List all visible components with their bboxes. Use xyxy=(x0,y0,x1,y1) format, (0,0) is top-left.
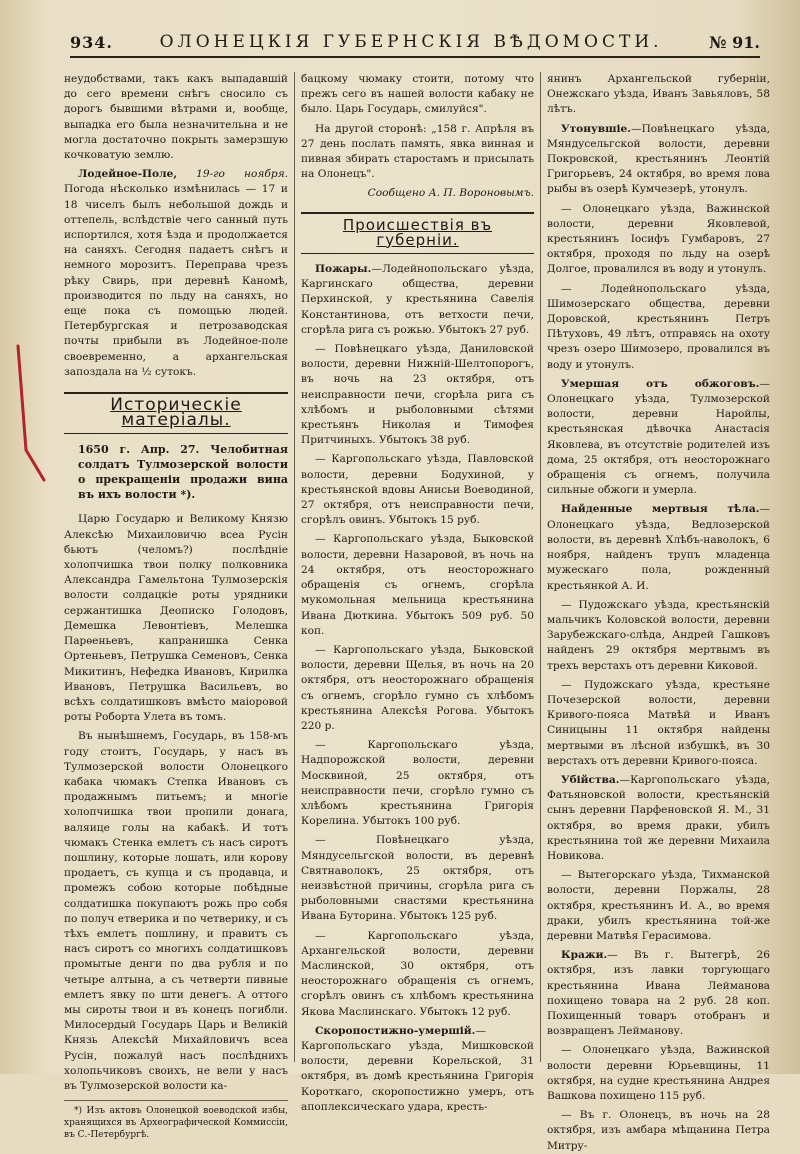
attribution-label: Сообщено xyxy=(367,187,426,200)
attribution-name: А. П. Вороновымъ. xyxy=(428,187,534,200)
news-item xyxy=(547,773,770,864)
news-item xyxy=(301,1024,534,1115)
paragraph: бацкому чюмаку стоити, потому что прежъ сего въ нашей волости кабаку не было. Царь Государь, смилуйся". xyxy=(301,73,534,116)
news-item: — Вытегорскаго уѣзда, Тихманской волости, деревни Поржалы, 28 октября, крестьянинъ И. А., во время драки, убилъ крестьянина той-же деревни Матвѣя Герасимова. xyxy=(547,869,770,942)
section-title-incidents: Происшествія въ губерніи. xyxy=(301,212,534,254)
pencil-check-mark xyxy=(14,340,48,490)
document-title: 1650 г. Апр. 27. Челобитная солдатъ Тулмозерской волости о прекращеніи продажи вина въ ихъ волости *). xyxy=(78,443,288,502)
news-item: — Каргопольскаго уѣзда, Быковской волости, деревни Щелья, въ ночь на 20 октября, отъ неосторожнаго обращенія съ огнемъ, сгорѣло гумно съ хлѣбомъ крестьянина Алексѣя Рогова. Убытокъ 220 р. xyxy=(301,643,534,732)
item-lead: Скоропостижно-умершій. xyxy=(315,1024,476,1037)
item-text: —Лодейнопольскаго уѣзда, Каргинскаго общества, деревни Перхинской, у крестьянина Савелія Константинова, отъ ветхости печи, сгорѣла рига съ рожью. Убытокъ 27 руб. xyxy=(301,263,534,336)
place-lead: Лодейное-Поле, xyxy=(78,168,178,181)
newspaper-title: ОЛОНЕЦКІЯ ГУБЕРНСКІЯ ВѢДОМОСТИ. xyxy=(159,32,663,52)
news-item: — Повѣнецкаго уѣзда, Даниловской волости, деревни Нижній-Шелтопорогъ, въ ночь на 23 октября, отъ неисправности печи, сгорѣла рига съ хлѣбомъ и рыболовными сѣтями крестьянъ Николая и Тимофея Притчиныхъ. Убытокъ 38 руб. xyxy=(301,343,534,447)
footnote: *) Изъ актовъ Олонецкой воеводской избы, хранящихся въ Археографической Коммиссіи, въ С.-Петербургѣ. xyxy=(64,1100,288,1141)
news-item: — Каргопольскаго уѣзда, Надпорожской волости, деревни Москвиной, 25 октября, отъ неисправности печи, сгорѣло гумно съ хлѣбомъ крестьянина Григорія Корелина. Убытокъ 100 руб. xyxy=(301,739,534,828)
news-item xyxy=(547,122,770,198)
attribution xyxy=(301,186,534,201)
item-lead: Найденные мертвыя тѣла. xyxy=(561,503,760,516)
news-item: — Олонецкаго уѣзда, Важинской волости, деревни Яковлевой, крестьянинъ Іосифъ Гумбаровъ, 27 октября, проходя по льду на озерѣ Долгое, провалился въ воду и утонулъ. xyxy=(547,202,770,276)
date-lead: 19-го ноября. xyxy=(196,168,288,181)
section-title-historical: Историческіе матеріалы. xyxy=(64,392,288,434)
item-lead: Убійства. xyxy=(561,773,620,786)
paragraph: неудобствами, такъ какъ выпадавшій до сего времени снѣгъ сносило съ дорогъ бывшими вѣтрами и, вообще, выпадка его была незначительна и не могла достаточно покрыть замерзшую кочковатую землю. xyxy=(64,73,288,162)
news-item xyxy=(547,502,770,593)
item-lead: Утонувшіе. xyxy=(561,122,631,135)
paragraph-text: Погода нѣсколько измѣнилась — 17 и 18 чиселъ былъ небольшой дождь и оттепель, вслѣдствіе чего санный путь испортился, хотя ѣзда и продолжается на саняхъ. Сегодня падаетъ снѣгъ и немного морозитъ. Переправа чрезъ рѣку Свирь, при деревнѣ Каномѣ, производится по льду на саняхъ, но еще пока съ помощью людей. Петербургская и петрозаводская почты прибыли въ Лодейное-поле своевременно, а архангельская запоздала на ½ сутокъ. xyxy=(64,183,288,378)
column-1 xyxy=(58,72,294,1141)
column-3 xyxy=(540,72,776,1152)
issue-number: № 91. xyxy=(709,33,760,52)
item-lead: Кражи. xyxy=(561,949,608,962)
news-item: — Каргопольскаго уѣзда, Архангельской волости, деревни Маслинской, 30 октября, отъ неосторожнаго обращенія съ огнемъ, сгорѣлъ овинъ съ хлѣбомъ крестьянина Якова Маслинскаго. Убытокъ 12 руб. xyxy=(301,929,534,1018)
item-text: — Въ г. Вытегрѣ, 26 октября, изъ лавки торгующаго крестьянина Ивана Лейманова похищено товара на 2 руб. 28 коп. Похищенный товаръ отобранъ и возвращенъ Лейманову. xyxy=(547,949,770,1038)
paragraph: На другой сторонѣ: „158 г. Апрѣля въ 27 день послать память, явка винная и пивная збирать старостамъ и присылать на Олонецъ". xyxy=(301,122,534,181)
page-header xyxy=(70,28,760,58)
news-item xyxy=(301,262,534,338)
item-text: —Каргопольскаго уѣзда, Фатьяновской волости, крестьянскій сынъ деревни Парфеновской Я. М., 31 октября, во время драки, убилъ крестьянина той же деревни Михаила Новикова. xyxy=(547,773,770,862)
columns xyxy=(58,72,776,1152)
news-item: — Каргопольскаго уѣзда, Павловской волости, деревни Бодухиной, у крестьянской вдовы Анисьи Воеводиной, 27 октября, отъ неисправности печи, сгорѣлъ овинъ. Убытокъ 15 руб. xyxy=(301,453,534,527)
paragraph: Въ нынѣшнемъ, Государь, въ 158-мъ году стоитъ, Государь, у насъ въ Тулмозерской волости Олонецкого кабака чюмакъ Степка Ивановъ съ продажнымъ питьемъ; и многіе холопчишка твои пропили донага, валяице голы на кабакѣ. И тотъ чюмакъ Стенка емлетъ съ насъ сиротъ пошлину, которые лошать, или корову продаетъ, съ купца и съ продавца, и промежъ собою которые побѣдные солдатишка покупаютъ рожь про собя по получ етверика и по четверику, и съ тѣхъ емлетъ пошлину, и правитъ съ насъ сиротъ со многихъ солдатишковъ промытые денги по два рубля и по четыре алтына, а съ четверти пивные емлетъ явку по шти денегъ. А оттого мы сироты твои и въ конецъ погибли. Милосердый Государь Царь и Великій Князь Алексѣй Михайловичъ всеа Русін, пожалуй насъ послѣднихъ холопьчиковъ своихъ, не вели у насъ въ Тулмозерской волости ка- xyxy=(64,730,288,1092)
news-item: — Олонецкаго уѣзда, Важинской волости деревни Юрьевщины, 11 октября, на судне крестьянина Андрея Вашкова похищено 115 руб. xyxy=(547,1044,770,1102)
paragraph: Царю Государю и Великому Князю Алексѣю Михаиловичю всеа Русін бьютъ (челомъ?) послѣдніе холопчишка твои полку полковника Александра Гамельтона Тулмозерскія волости солдацкіе роты урядники сержантишка Деописко Голодовъ, Демешка Левонтіевъ, Мелешка Парѳеньевъ, капранишка Сенка Ортеньевъ, Петрушка Семеновъ, Сенка Микитинъ, Нефедка Ивановъ, Кирилка Ивановъ, Петрушка Васильевъ, во всѣхъ солдатишковъ вмѣсто маіоровой роты Роборта Улета въ томъ. xyxy=(64,513,288,724)
news-item xyxy=(547,377,770,499)
item-text: —Олонецкаго уѣзда, Тулмозерской волости, деревни Наройлы, крестьянская дѣвочка Анастасія Яковлева, въ отсутствіе родителей изъ дома, 25 октября, отъ неосторожнаго обращенія съ огнемъ, получила сильные обжоги и умерла. xyxy=(547,377,770,497)
paragraph xyxy=(64,167,288,380)
paragraph: янинъ Архангельской губерніи, Онежскаго уѣзда, Иванъ Завьяловъ, 58 лѣтъ. xyxy=(547,73,770,116)
item-text: —Каргопольскаго уѣзда, Мишковской волости, деревни Корельской, 31 октября, въ домѣ крестьянина Григорія Короткаго, скоропостижно умеръ, отъ апоплексическаго удара, кресть- xyxy=(301,1024,534,1113)
news-item: — Въ г. Олонецъ, въ ночь на 28 октября, изъ амбара мѣщанина Петра Митру- xyxy=(547,1109,770,1152)
item-lead: Умершая отъ обжоговъ. xyxy=(561,377,760,390)
news-item: — Пудожскаго уѣзда, крестьяне Почезерской волости, деревни Кривого-поясa Матвѣй и Иванъ Синицыны 11 октября найдены мертвыми въ лѣсной избушкѣ, въ 30 верстахъ отъ деревни Кривого-пояса. xyxy=(547,678,770,767)
news-item: — Пудожскаго уѣзда, крестьянскій мальчикъ Коловской волости, деревни Зарубежскаго-слѣда, Андрей Гашковъ найденъ 29 октября мертвымъ въ трехъ верстахъ отъ деревни Киковой. xyxy=(547,598,770,672)
item-text: —Олонецкаго уѣзда, Ведлозерской волости, въ деревнѣ Хлѣбъ-наволокъ, 6 ноября, найденъ трупъ младенца мужескаго пола, рожденный крестьянкой А. И. xyxy=(547,503,770,592)
item-lead: Пожары. xyxy=(315,263,372,276)
column-2 xyxy=(294,72,540,1113)
news-item: — Лодейнопольскаго уѣзда, Шимозерскаго общества, деревни Доровской, крестьянинъ Петръ Пѣтуховъ, 49 лѣтъ, отправясь на охоту чрезъ озеро Шимозеро, провалился въ воду и утонулъ. xyxy=(547,282,770,371)
news-item: — Каргопольскаго уѣзда, Быковской волости, деревни Назаровой, въ ночь на 24 октября, отъ неосторожнаго обращенія съ огнемъ, сгорѣла мукомольная мельница крестьянина Ивана Дюткина. Убытокъ 509 руб. 50 коп. xyxy=(301,533,534,637)
news-item: — Повѣнецкаго уѣзда, Мяндусельгской волости, въ деревнѣ Святнаволокъ, 25 октября, отъ неизвѣстной причины, сгорѣла рига съ рыболовными снастями крестьянина Ивана Буторина. Убытокъ 125 руб. xyxy=(301,834,534,923)
page-number: 934. xyxy=(70,33,113,52)
item-text: —Повѣнецкаго уѣзда, Мяндусельгской волости, деревни Покровской, крестьянинъ Леонтій Григорьевъ, 24 октября, во время лова рыбы въ озерѣ Кумчезерѣ, утонулъ. xyxy=(547,122,770,196)
news-item xyxy=(547,948,770,1039)
